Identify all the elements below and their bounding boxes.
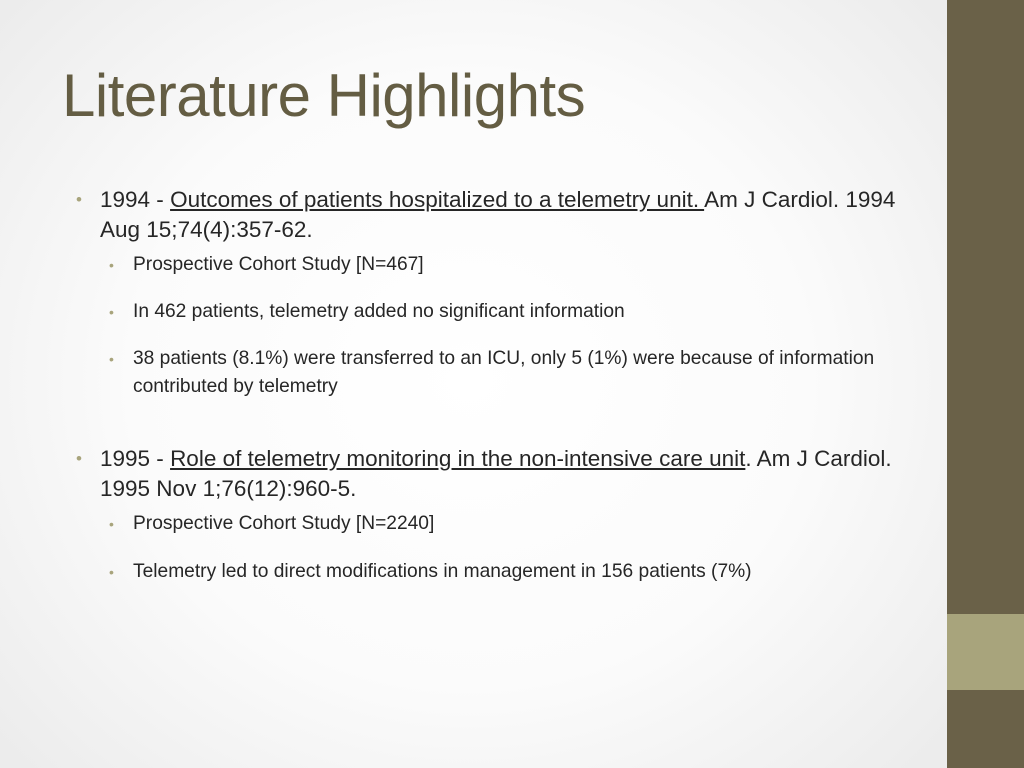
bullet-icon: •	[76, 190, 82, 209]
reference-group-1995	[76, 444, 896, 585]
reference-title-link[interactable]: Role of telemetry monitoring in the non-intensive care unit	[170, 446, 746, 472]
slide-content	[76, 185, 896, 605]
sub-bullet-text: Prospective Cohort Study [N=467]	[133, 254, 424, 275]
reference-citation: Am J Cardiol. 1994 Aug 15;74(4):357-62.	[100, 187, 896, 242]
bullet-icon: •	[109, 563, 114, 580]
sub-bullet-text: In 462 patients, telemetry added no significant information	[133, 301, 625, 323]
bullet-icon: •	[109, 516, 114, 533]
bullet-icon: •	[109, 304, 114, 321]
sub-bullet	[100, 251, 896, 279]
sub-bullet-text: 38 patients (8.1%) were transferred to an ICU, only 5 (1%) were because of information contributed by telemetry	[133, 348, 875, 398]
sub-bullet-text: Telemetry led to direct modifications in management in 156 patients (7%)	[133, 560, 752, 582]
bullet-icon: •	[76, 449, 82, 469]
sub-bullet	[100, 558, 896, 586]
reference-citation: . Am J Cardiol. 1995 Nov 1;76(12):960-5.	[100, 446, 892, 502]
reference-1994	[76, 185, 896, 245]
reference-1995	[76, 444, 896, 504]
sub-bullet-list	[76, 251, 896, 401]
reference-year: 1994 -	[100, 187, 171, 212]
bullet-icon: •	[109, 351, 114, 368]
sub-bullet	[100, 345, 896, 401]
sub-bullet	[100, 510, 896, 538]
reference-group-1994	[76, 185, 896, 401]
slide-title: Literature Highlights	[62, 62, 586, 129]
sub-bullet-text: Prospective Cohort Study [N=2240]	[133, 513, 435, 535]
sub-bullet	[100, 298, 896, 326]
side-accent-block	[947, 614, 1024, 690]
bullet-icon: •	[109, 257, 114, 273]
reference-year: 1995 -	[100, 446, 171, 472]
reference-title-link[interactable]: Outcomes of patients hospitalized to a telemetry unit.	[170, 187, 705, 212]
sub-bullet-list	[76, 510, 896, 585]
